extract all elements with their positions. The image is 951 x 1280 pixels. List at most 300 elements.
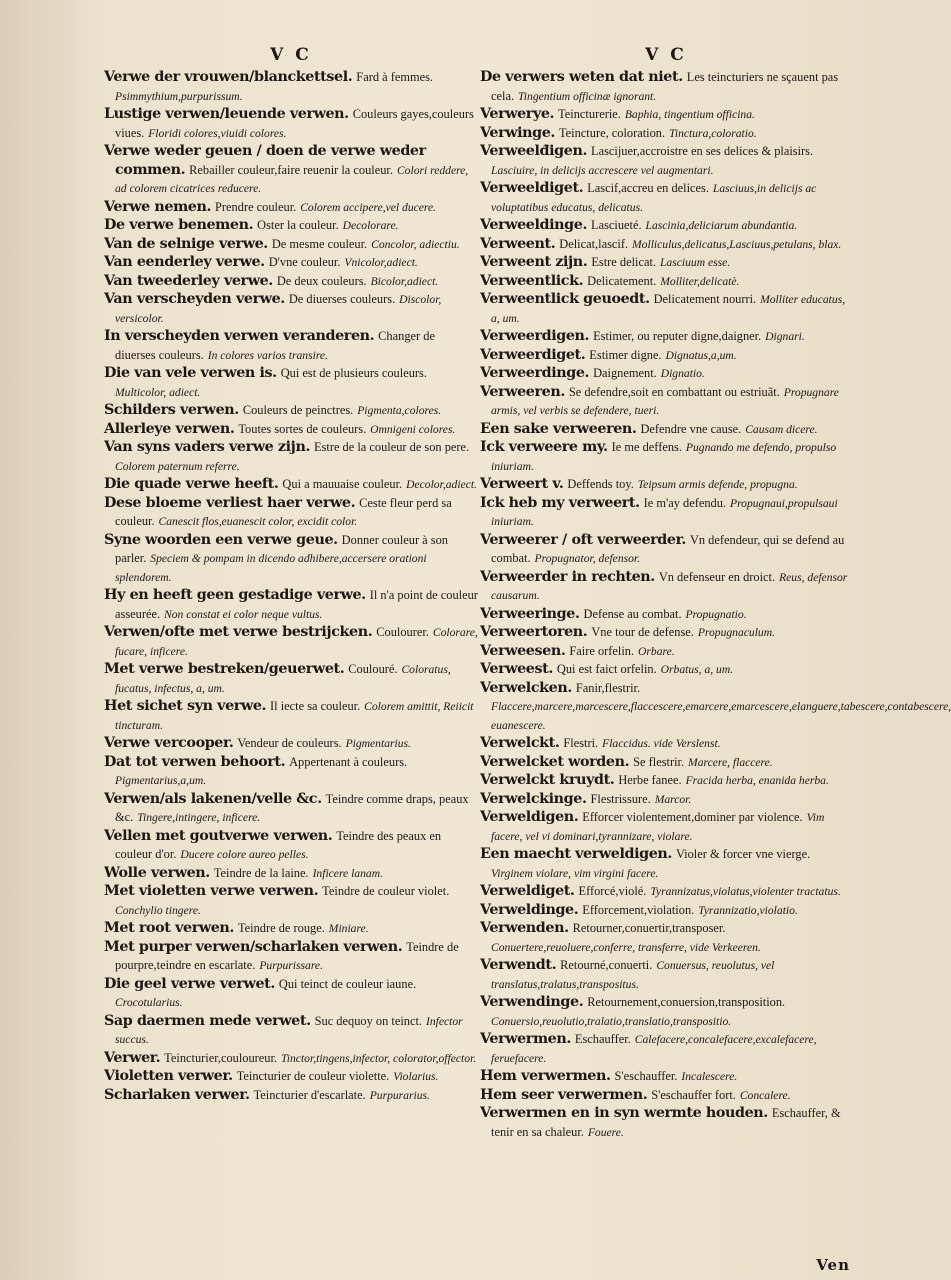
- french-gloss: Teindre de rouge.: [237, 921, 325, 935]
- headword: Verwelckt.: [480, 735, 560, 751]
- latin-gloss: Omnigeni colores.: [370, 422, 456, 436]
- latin-gloss: Propugnaculum.: [697, 626, 776, 639]
- french-gloss: Qui teinct de couleur iaune.: [278, 976, 417, 991]
- headword: Vellen met goutverwe verwen.: [104, 827, 333, 844]
- french-gloss: Ie me deffens.: [611, 440, 682, 454]
- latin-gloss: Propugnator, defensor.: [534, 552, 641, 565]
- french-gloss: Delicatement.: [587, 273, 657, 288]
- headword: Verwe vercooper.: [104, 735, 234, 751]
- latin-gloss: Lasciuire, in delicijs accrescere vel augmentari.: [491, 163, 714, 177]
- latin-gloss: Tingentium officinæ ignorant.: [518, 89, 657, 103]
- headword: Verwenden.: [480, 920, 569, 936]
- french-gloss: Faire orfelin.: [569, 643, 635, 658]
- headword: Van de selnige verwe.: [104, 235, 268, 252]
- latin-gloss: Decolor,adiect.: [406, 478, 477, 491]
- french-gloss: Flestri.: [563, 736, 599, 750]
- dictionary-entry: [480, 494, 852, 531]
- dictionary-entry: [480, 642, 852, 661]
- latin-gloss: Purpurarius.: [369, 1088, 430, 1102]
- headword: Dese bloeme verliest haer verwe.: [104, 494, 356, 511]
- dictionary-entry: [480, 383, 852, 420]
- headword: Verwinge.: [480, 124, 556, 141]
- latin-gloss: Flaccere,marcere,marcescere,flaccescere,emarcere,emarcescere,elanguere,tabescere,contabescere, euanescere.: [491, 700, 951, 732]
- headword: Met violetten verwe verwen.: [104, 883, 319, 899]
- dictionary-entry: [104, 531, 478, 587]
- latin-gloss: Concolor, adiectiu.: [371, 237, 460, 251]
- latin-gloss: Crocotularius.: [115, 996, 183, 1009]
- headword: Ick verweere my.: [480, 439, 608, 455]
- latin-gloss: Violarius.: [393, 1070, 439, 1083]
- latin-gloss: Bicolor,adiect.: [370, 274, 439, 288]
- headword: De verwe benemen.: [104, 217, 254, 233]
- headword: Verwermen.: [480, 1031, 571, 1047]
- headword: Verwendinge.: [480, 994, 584, 1010]
- dictionary-entry: [104, 105, 478, 142]
- french-gloss: De mesme couleur.: [271, 236, 368, 251]
- headword: Verwer.: [104, 1049, 161, 1066]
- latin-gloss: Lasciuus,in delicijs ac voluptatibus educatus, delicatus.: [491, 182, 817, 214]
- french-gloss: Delicatement nourri.: [653, 292, 757, 306]
- french-gloss: Vne tour de defense.: [591, 625, 694, 639]
- running-head-right: V C: [645, 45, 687, 65]
- latin-gloss: Molliter educatus, a, um.: [491, 293, 846, 325]
- dictionary-entry: [480, 623, 852, 642]
- french-gloss: Estimer, ou reputer digne,daigner.: [593, 329, 762, 343]
- headword: Verwelckt kruydt.: [480, 772, 615, 788]
- french-gloss: Suc dequoy on teinct.: [314, 1013, 422, 1028]
- french-gloss: Couleurs gayes,couleurs viues.: [115, 107, 474, 140]
- headword: Verweest.: [480, 661, 553, 677]
- headword: Van verscheyden verwe.: [104, 291, 285, 307]
- latin-gloss: Tinctura,coloratio.: [669, 126, 757, 140]
- headword: Verweentlick geuoedt.: [480, 291, 650, 307]
- french-gloss: Teincturier,couloureur.: [164, 1050, 278, 1065]
- headword: Dat tot verwen behoort.: [104, 753, 286, 770]
- headword: Die quade verwe heeft.: [104, 476, 279, 492]
- headword: Verwelcket worden.: [480, 753, 630, 770]
- latin-gloss: Decolorare.: [342, 219, 399, 232]
- headword: De verwers weten dat niet.: [480, 69, 683, 85]
- latin-gloss: Propugnare armis, vel verbis se defendere, tueri.: [491, 385, 839, 417]
- dictionary-entry: [480, 993, 852, 1030]
- french-gloss: Ie m'ay defendu.: [643, 495, 727, 510]
- french-gloss: Retournement,conuersion,transposition.: [587, 995, 786, 1009]
- french-gloss: S'eschauffer fort.: [651, 1087, 736, 1102]
- headword: Sap daermen mede verwet.: [104, 1012, 311, 1029]
- latin-gloss: Marcere, flaccere.: [688, 755, 773, 769]
- dictionary-entry: [104, 1067, 478, 1086]
- dictionary-entry: [480, 327, 852, 346]
- dictionary-entry: [104, 401, 478, 420]
- headword: Verwen/ofte met verwe bestrijcken.: [104, 624, 373, 640]
- dictionary-entry: [104, 142, 478, 198]
- french-gloss: Appertenant à couleurs.: [289, 754, 408, 769]
- french-gloss: Couleurs de peinctres.: [242, 403, 354, 417]
- dictionary-entry: [104, 864, 478, 883]
- dictionary-entry: [480, 105, 852, 124]
- dictionary-entry: [104, 253, 478, 272]
- french-gloss: Qui est de plusieurs couleurs.: [280, 366, 427, 380]
- dictionary-entry: [104, 438, 478, 475]
- dictionary-entry: [480, 253, 852, 272]
- headword: Verweeren.: [480, 383, 565, 400]
- headword: Verweert v.: [480, 476, 564, 492]
- dictionary-entry: [104, 68, 478, 105]
- latin-gloss: Molliter,delicatè.: [660, 274, 740, 288]
- dictionary-entry: [104, 882, 478, 919]
- latin-gloss: Discolor, versicolor.: [115, 293, 442, 325]
- dictionary-entry: [104, 697, 478, 734]
- dictionary-entry: [104, 734, 478, 753]
- dictionary-entry: [104, 290, 478, 327]
- headword: Hem seer verwermen.: [480, 1086, 648, 1103]
- latin-gloss: Fracida herba, enanida herba.: [685, 774, 829, 787]
- french-gloss: Delicat,lascif.: [559, 236, 629, 251]
- french-gloss: Estimer digne.: [589, 347, 662, 362]
- french-gloss: Les teincturiers ne sçauent pas cela.: [491, 70, 839, 103]
- right-entries: [480, 68, 951, 1141]
- french-gloss: Vn defenseur en droict.: [658, 569, 776, 584]
- dictionary-entry: [480, 179, 852, 216]
- french-gloss: Coulouré.: [348, 662, 398, 676]
- french-gloss: De deux couleurs.: [276, 273, 367, 288]
- dictionary-entry: [480, 790, 852, 809]
- latin-gloss: Colorem amittit, Reiicit tincturam.: [115, 700, 474, 732]
- headword: Een maecht verweldigen.: [480, 846, 672, 862]
- headword: Van syns vaders verwe zijn.: [104, 439, 311, 455]
- headword: Verweldiget.: [480, 883, 575, 899]
- headword: Een sake verweeren.: [480, 420, 637, 437]
- dictionary-entry: [480, 956, 852, 993]
- dictionary-entry: [480, 1067, 852, 1086]
- dictionary-entry: [480, 272, 852, 291]
- latin-gloss: Propugnatio.: [685, 607, 747, 621]
- dictionary-entry: [480, 660, 852, 679]
- latin-gloss: Speciem & pompam in dicendo adhibere,accersere orationi splendorem.: [115, 552, 427, 584]
- french-gloss: Lascif,accreu en delices.: [587, 181, 709, 195]
- headword: Allerleye verwen.: [104, 420, 235, 437]
- latin-gloss: Pigmenta,colores.: [357, 404, 442, 417]
- headword: Met verwe bestreken/geuerwet.: [104, 661, 345, 677]
- headword: Verweentlick.: [480, 272, 584, 289]
- dictionary-entry: [104, 660, 478, 697]
- dictionary-entry: [480, 679, 951, 735]
- french-gloss: Teincturerie.: [558, 107, 621, 121]
- latin-gloss: Tyrannizatio,violatio.: [698, 903, 798, 917]
- latin-gloss: Teipsum armis defende, propugna.: [637, 478, 798, 491]
- headword: Verweldinge.: [480, 901, 579, 918]
- latin-gloss: Conuersus, reuolutus, vel translatus,tralatus,transpositus.: [491, 959, 775, 991]
- latin-gloss: Pugnando me defendo, propulso iniuriam.: [491, 441, 837, 473]
- headword: Verwerye.: [480, 106, 555, 122]
- dictionary-entry: [104, 790, 478, 827]
- dictionary-entry: [104, 494, 478, 531]
- dictionary-entry: [480, 142, 852, 179]
- latin-gloss: Virginem violare, vim virgini facere.: [491, 866, 659, 880]
- headword: Violetten verwer.: [104, 1068, 233, 1084]
- french-gloss: Changer de diuerses couleurs.: [115, 329, 435, 362]
- headword: Van tweederley verwe.: [104, 272, 273, 289]
- headword: Verweerdigen.: [480, 328, 590, 344]
- headword: Syne woorden een verwe geue.: [104, 531, 338, 548]
- french-gloss: Teincturier de couleur violette.: [236, 1069, 390, 1083]
- headword: Verweerer / oft verweerder.: [480, 531, 686, 548]
- headword: Van eenderley verwe.: [104, 254, 265, 270]
- latin-gloss: Purpurissare.: [259, 959, 323, 972]
- right-column: [480, 45, 951, 1141]
- latin-gloss: Pigmentarius.: [345, 737, 411, 750]
- headword: Scharlaken verwer.: [104, 1086, 250, 1103]
- french-gloss: Qui est faict orfelin.: [556, 662, 657, 676]
- headword: In verscheyden verwen veranderen.: [104, 328, 375, 344]
- dictionary-entry: [104, 475, 478, 494]
- french-gloss: Efforcement,violation.: [582, 902, 695, 917]
- latin-gloss: Miniare.: [328, 922, 369, 935]
- latin-gloss: Vnicolor,adiect.: [344, 256, 418, 269]
- latin-gloss: Colori reddere, ad colorem cicatrices reducere.: [115, 163, 469, 195]
- french-gloss: Defense au combat.: [583, 606, 682, 621]
- latin-gloss: Causam dicere.: [745, 422, 818, 436]
- latin-gloss: Tingere,intingere, inficere.: [137, 811, 261, 824]
- french-gloss: Il n'a point de couleur asseurée.: [115, 588, 478, 621]
- french-gloss: Il iecte sa couleur.: [270, 699, 361, 713]
- latin-gloss: Baphia, tingentium officina.: [624, 108, 755, 121]
- latin-gloss: Conuersio,reuolutio,tralatio,translatio,transpositio.: [491, 1014, 732, 1028]
- latin-gloss: Lasciuum esse.: [659, 256, 731, 269]
- latin-gloss: Calefacere,concalefacere,excalefacere, feruefacere.: [491, 1033, 817, 1065]
- headword: Verweerder in rechten.: [480, 568, 655, 585]
- french-gloss: Deffends toy.: [567, 477, 634, 491]
- latin-gloss: Conchylio tingere.: [115, 903, 201, 917]
- dictionary-entry: [480, 568, 852, 605]
- left-column: [104, 46, 478, 1104]
- french-gloss: Retourné,conuerti.: [560, 958, 653, 972]
- dictionary-entry: [480, 68, 852, 105]
- latin-gloss: Floridi colores,viuidi colores.: [148, 126, 287, 140]
- latin-gloss: Dignatio.: [660, 367, 705, 380]
- dictionary-entry: [480, 531, 852, 568]
- french-gloss: Teindre de pourpre,teindre en escarlate.: [115, 939, 459, 972]
- headword: Verweent zijn.: [480, 254, 588, 270]
- french-gloss: Teindre des peaux en couleur d'or.: [115, 828, 442, 861]
- dictionary-entry: [480, 216, 852, 235]
- latin-gloss: Propugnaui,propulsaui iniuriam.: [491, 496, 838, 528]
- dictionary-entry: [480, 1086, 852, 1105]
- french-gloss: Eschauffer, & tenir en sa chaleur.: [491, 1106, 841, 1139]
- french-gloss: Fanir,flestrir.: [575, 680, 641, 695]
- french-gloss: Flestrissure.: [590, 791, 651, 806]
- headword: Verweerdinge.: [480, 365, 590, 381]
- latin-gloss: Molliculus,delicatus,Lasciuus,petulans, blax.: [632, 237, 842, 251]
- dictionary-entry: [104, 827, 478, 864]
- headword: Verweldigen.: [480, 809, 579, 825]
- latin-gloss: Ducere colore aureo pelles.: [180, 848, 309, 861]
- dictionary-entry: [104, 364, 478, 401]
- headword: Schilders verwen.: [104, 402, 239, 418]
- french-gloss: Teindre de la laine.: [213, 865, 309, 880]
- headword: Wolle verwen.: [104, 864, 210, 881]
- dictionary-entry: [480, 475, 852, 494]
- dictionary-entry: [104, 623, 478, 660]
- dictionary-entry: [480, 124, 852, 143]
- dictionary-entry: [480, 771, 852, 790]
- headword: Het sichet syn verwe.: [104, 698, 267, 714]
- dictionary-entry: [480, 1104, 852, 1141]
- headword: Verweeldinge.: [480, 217, 588, 233]
- headword: Verweelđigen.: [480, 143, 588, 159]
- headword: Verwen/als lakenen/velle &c.: [104, 790, 322, 807]
- dictionary-entry: [104, 1086, 478, 1105]
- french-gloss: Violer & forcer vne vierge.: [675, 847, 811, 861]
- dictionary-entry: [104, 198, 478, 217]
- latin-gloss: Colorare, fucare, inficere.: [115, 626, 478, 658]
- latin-gloss: Fouere.: [587, 1125, 624, 1139]
- dictionary-entry: [480, 605, 852, 624]
- french-gloss: Efforcé,violé.: [578, 884, 647, 898]
- headword: Verwe weder geuen / doen de verwe weder commen.: [104, 143, 426, 178]
- dictionary-entry: [104, 235, 478, 254]
- headword: Met purper verwen/scharlaken verwen.: [104, 938, 403, 955]
- latin-gloss: In colores varios transire.: [207, 348, 328, 362]
- french-gloss: Teindre comme draps, peaux &c.: [115, 791, 469, 824]
- headword: Die geel verwe verwet.: [104, 975, 275, 992]
- headword: Verwe der vrouwen/blanckettsel.: [104, 69, 353, 85]
- dictionary-entry: [480, 901, 852, 920]
- french-gloss: Vn defendeur, qui se defend au combat.: [491, 532, 845, 565]
- french-gloss: Efforcer violentement,dominer par violence.: [582, 810, 803, 824]
- dictionary-entry: [480, 734, 852, 753]
- dictionary-entry: [480, 1030, 852, 1067]
- latin-gloss: Flaccidus. vide Verslenst.: [602, 737, 721, 750]
- french-gloss: Fard à femmes.: [356, 70, 434, 84]
- french-gloss: Herbe fanee.: [618, 773, 682, 787]
- french-gloss: Teincturier d'escarlate.: [253, 1087, 366, 1102]
- latin-gloss: Colorem paternum referre.: [115, 459, 240, 473]
- dictionary-entry: [480, 845, 852, 882]
- french-gloss: Lascijuer,accroistre en ses delices & plaisirs.: [591, 144, 814, 158]
- dictionary-entry: [104, 1049, 478, 1068]
- french-gloss: Qui a mauuaise couleur.: [282, 477, 403, 491]
- french-gloss: Retourner,conuertir,transposer.: [572, 921, 726, 935]
- french-gloss: Oster la couleur.: [257, 218, 339, 232]
- latin-gloss: Incalescere.: [681, 1070, 738, 1083]
- left-entries: [104, 68, 478, 1104]
- french-gloss: Teincture, coloration.: [558, 125, 666, 140]
- headword: Ick heb my verweert.: [480, 494, 640, 511]
- headword: Verwendt.: [480, 957, 557, 973]
- french-gloss: Lasciueté.: [591, 218, 642, 232]
- latin-gloss: Conuertere,reuoluere,conferre, transferre, vide Verkeeren.: [491, 940, 761, 954]
- latin-gloss: Tyrannizatus,violatus,violenter tractatus.: [650, 885, 841, 898]
- dictionary-entry: [104, 216, 478, 235]
- french-gloss: Teindre de couleur violet.: [322, 884, 450, 898]
- latin-gloss: Canescit flos,euanescit color, excidit color.: [158, 515, 358, 528]
- dictionary-entry: [480, 438, 852, 475]
- french-gloss: Se flestrir.: [633, 754, 685, 769]
- french-gloss: Se defendre,soit en combattant ou estriuãt.: [568, 384, 780, 399]
- dictionary-entry: [104, 272, 478, 291]
- dictionary-entry: [480, 364, 852, 383]
- french-gloss: Defendre vne cause.: [640, 421, 742, 436]
- catchword: Ven: [816, 1256, 850, 1274]
- dictionary-entry: [104, 938, 478, 975]
- dictionary-entry: [104, 586, 478, 623]
- latin-gloss: Concalere.: [739, 1088, 791, 1102]
- french-gloss: Ceste fleur perd sa couleur.: [115, 495, 452, 528]
- latin-gloss: Non constat ei color neque vultus.: [164, 607, 323, 621]
- french-gloss: Prendre couleur.: [215, 199, 297, 214]
- headword: Met root verwen.: [104, 920, 234, 936]
- headword: Lustige verwen/leuende verwen.: [104, 106, 349, 122]
- headword: Verweertoren.: [480, 624, 588, 640]
- french-gloss: Toutes sortes de couleurs.: [238, 421, 367, 436]
- french-gloss: Rebailler couleur,faire reuenir la couleur.: [189, 162, 393, 177]
- dictionary-entry: [104, 975, 478, 1012]
- latin-gloss: Coloratus, fucatus, infectus, a, um.: [115, 663, 451, 695]
- dictionary-entry: [104, 1012, 478, 1049]
- dictionary-entry: [480, 290, 852, 327]
- french-gloss: D'vne couleur.: [268, 255, 341, 269]
- french-gloss: Coulourer.: [376, 625, 429, 639]
- headword: Hem verwermen.: [480, 1068, 611, 1084]
- latin-gloss: Lascinia,deliciarum abundantia.: [645, 219, 798, 232]
- dictionary-entry: [480, 235, 852, 254]
- dictionary-entry: [480, 919, 852, 956]
- dictionary-entry: [104, 327, 478, 364]
- headword: Verwe nemen.: [104, 198, 212, 215]
- french-gloss: Estre de la couleur de son pere.: [313, 440, 470, 454]
- latin-gloss: Tinctor,tingens,infector, colorator,offector.: [280, 1051, 477, 1065]
- headword: Verweent.: [480, 235, 556, 252]
- latin-gloss: Pigmentarius,a,um.: [115, 774, 207, 787]
- dictionary-entry: [104, 753, 478, 790]
- french-gloss: S'eschauffer.: [614, 1069, 678, 1083]
- dictionary-entry: [104, 420, 478, 439]
- french-gloss: Daignement.: [593, 366, 657, 380]
- headword: Verweeringe.: [480, 605, 580, 622]
- dictionary-entry: [104, 919, 478, 938]
- headword: Verwelckinge.: [480, 790, 587, 807]
- french-gloss: Eschauffer.: [574, 1032, 631, 1046]
- headword: Verwermen en in syn wermte houden.: [480, 1105, 768, 1121]
- latin-gloss: Psimmythium,purpurissum.: [115, 89, 243, 103]
- dictionary-entry: [480, 808, 852, 845]
- french-gloss: Vendeur de couleurs.: [237, 736, 342, 750]
- french-gloss: Estre delicat.: [591, 255, 657, 269]
- french-gloss: Donner couleur à son parler.: [115, 532, 448, 565]
- latin-gloss: Dignari.: [765, 330, 805, 343]
- dictionary-entry: [480, 346, 852, 365]
- latin-gloss: Colorem accipere,vel ducere.: [300, 200, 437, 214]
- dictionary-entry: [480, 753, 852, 772]
- latin-gloss: Orbare.: [638, 644, 675, 658]
- headword: Verweesen.: [480, 642, 566, 659]
- headword: Verweeldiget.: [480, 180, 584, 196]
- latin-gloss: Marcor.: [654, 792, 692, 806]
- headword: Verweerdiget.: [480, 346, 586, 363]
- latin-gloss: Vim facere, vel vi dominari,tyrannizare, violare.: [491, 811, 825, 843]
- latin-gloss: Dignatus,a,um.: [665, 348, 737, 362]
- dictionary-entry: [480, 420, 852, 439]
- latin-gloss: Orbatus, a, um.: [660, 663, 734, 676]
- headword: Die van vele verwen is.: [104, 365, 277, 381]
- latin-gloss: Infector succus.: [115, 1014, 463, 1046]
- latin-gloss: Inficere lanam.: [312, 866, 383, 880]
- headword: Verwelcken.: [480, 679, 572, 696]
- latin-gloss: Multicolor, adiect.: [115, 385, 201, 399]
- french-gloss: De diuerses couleurs.: [288, 292, 396, 306]
- running-head-left: V C: [270, 45, 312, 65]
